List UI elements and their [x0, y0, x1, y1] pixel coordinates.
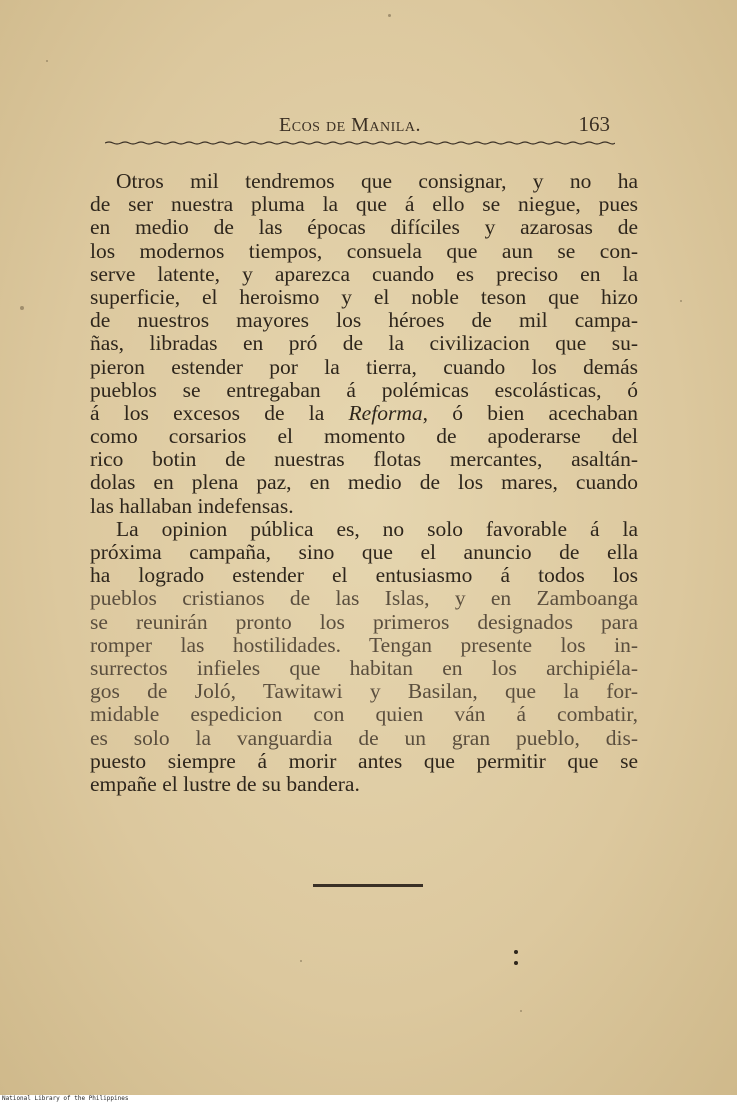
text-line: pieron estender por la tierra, cuando los demás [90, 354, 638, 379]
text-line: ha logrado estender el entusiasmo á todos los [90, 563, 638, 588]
text-line: superficie, el heroismo y el noble teson que hizo [90, 284, 638, 309]
end-rule [313, 884, 423, 887]
page-number: 163 [578, 112, 610, 136]
text-line: rico botin de nuestras flotas mercantes, asaltán- [90, 447, 638, 472]
italic-word: Reforma [348, 400, 423, 425]
text-line: puesto siempre á morir antes que permitir que se [90, 748, 638, 773]
text-line: á los excesos de la Reforma, ó bien acechaban [90, 400, 638, 425]
body-text [90, 170, 638, 796]
page-header [90, 112, 610, 142]
text-line: Otros mil tendremos que consignar, y no ha [116, 169, 638, 193]
text-line: midable espedicion con quien ván á combatir, [90, 702, 638, 727]
text-line: dolas en plena paz, en medio de los mares, cuando [90, 470, 638, 495]
text-line: se reunirán pronto los primeros designados para [90, 609, 638, 634]
text-line: los modernos tiempos, consuela que aun se con- [90, 238, 638, 263]
text-line: empañe el lustre de su bandera. [90, 771, 360, 796]
running-title: Ecos de Manila. [279, 114, 421, 136]
text-line: gos de Joló, Tawitawi y Basilan, que la for- [90, 679, 638, 704]
text-line: romper las hostilidades. Tengan presente los in- [90, 632, 638, 657]
footer-credit: National Library of the Philippines [0, 1095, 737, 1103]
text-line: La opinion pública es, no solo favorable á la [116, 516, 638, 541]
text-line: de ser nuestra pluma la que á ello se niegue, pues [90, 192, 638, 217]
ink-dots [513, 948, 519, 970]
text-line: es solo la vanguardia de un gran pueblo, dis- [90, 725, 638, 750]
text-line: surrectos infieles que habitan en los archipiéla- [90, 655, 638, 680]
text-line: las hallaban indefensas. [90, 493, 294, 518]
text-line: pueblos se entregaban á polémicas escolásticas, ó [90, 377, 638, 402]
header-rule [105, 140, 615, 146]
text-line: como corsarios el momento de apoderarse del [90, 424, 638, 449]
text-line: en medio de las épocas difíciles y azarosas de [90, 215, 638, 240]
text-line: próxima campaña, sino que el anuncio de ella [90, 540, 638, 564]
text-line: de nuestros mayores los héroes de mil campa- [90, 308, 638, 333]
text-line: pueblos cristianos de las Islas, y en Zamboanga [90, 586, 638, 611]
text-line: serve latente, y aparezca cuando es preciso en la [90, 261, 638, 286]
text-line: ñas, libradas en pró de la civilizacion que su- [90, 331, 638, 356]
